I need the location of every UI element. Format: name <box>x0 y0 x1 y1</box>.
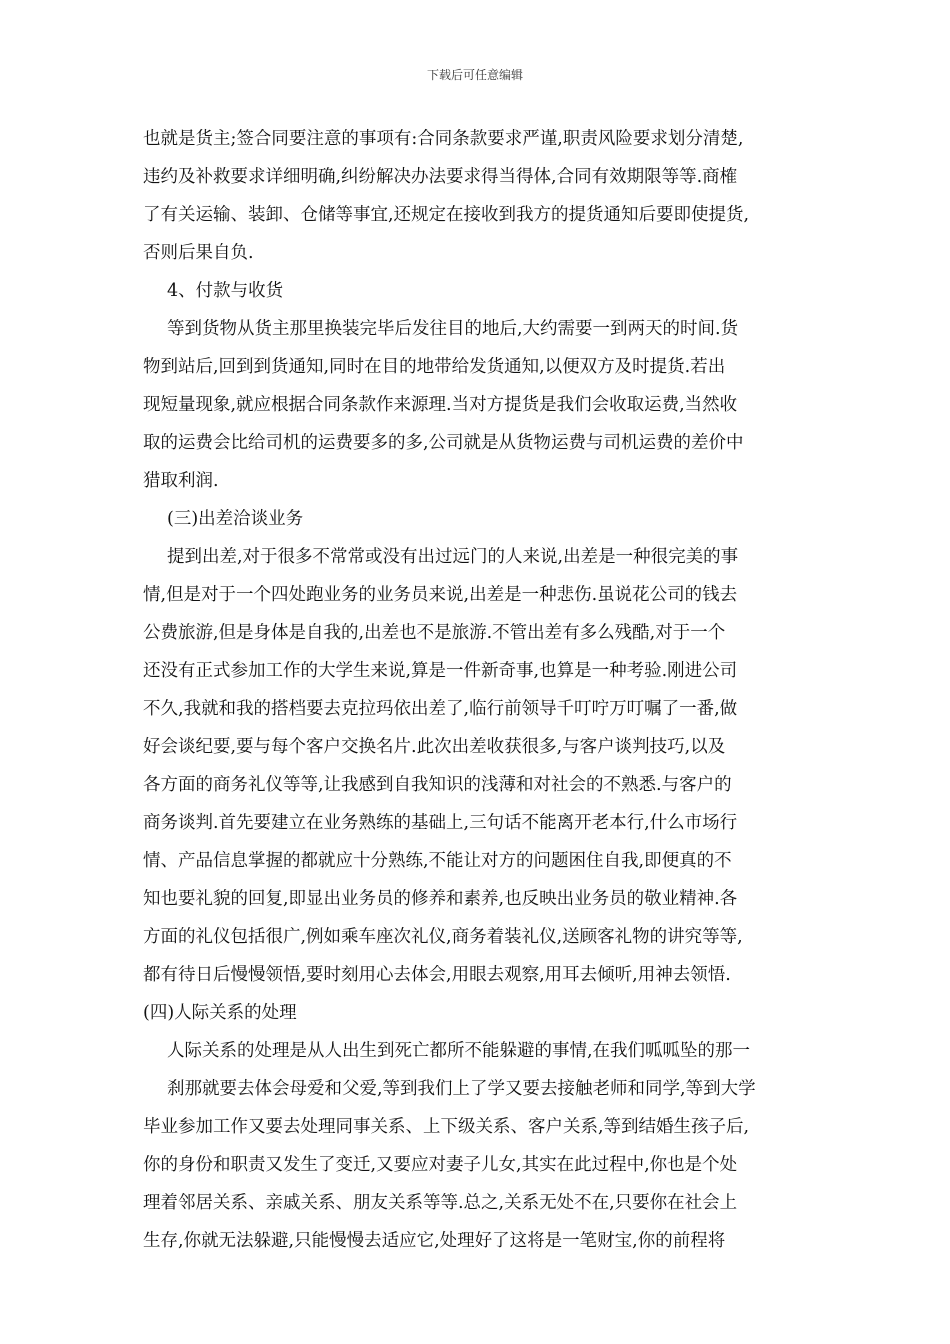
text-line: 违约及补救要求详细明确,纠纷解决办法要求得当得体,合同有效期限等等.商榷 <box>143 167 738 187</box>
text-line: 商务谈判.首先要建立在业务熟练的基础上,三句话不能离开老本行,什么市场行 <box>143 813 738 833</box>
text-line: 现短量现象,就应根据合同条款作来源理.当对方提货是我们会收取运费,当然收 <box>143 395 738 415</box>
text-line <box>143 1298 827 1336</box>
text-line: 公费旅游,但是身体是自我的,出差也不是旅游.不管出差有多么残酷,对于一个 <box>143 623 726 643</box>
text-line: 知也要礼貌的回复,即显出业务员的修养和素养,也反映出业务员的敬业精神.各 <box>143 889 738 909</box>
text-line: 也就是货主;签合同要注意的事项有:合同条款要求严谨,职责风险要求划分清楚, <box>143 129 744 149</box>
text-line: 提到出差,对于很多不常常或没有出过远门的人来说,出差是一种很完美的事 <box>167 547 739 567</box>
text-line: 了有关运输、装卸、仓储等事宜,还规定在接收到我方的提货通知后要即使提货, <box>143 205 750 225</box>
text-line: 猎取利润. <box>143 471 219 491</box>
text-line: 毕业参加工作又要去处理同事关系、上下级关系、客户关系,等到结婚生孩子后, <box>143 1117 750 1137</box>
page-header: 下载后可任意编辑 <box>426 68 523 82</box>
text-line: 好会谈纪要,要与每个客户交换名片.此次出差收获很多,与客户谈判技巧,以及 <box>143 737 726 757</box>
text-line: 都有待日后慢慢领悟,要时刻用心去体会,用眼去观察,用耳去倾听,用神去领悟. <box>143 965 731 985</box>
text-line: 刹那就要去体会母爱和父爱,等到我们上了学又要去接触老师和同学,等到大学 <box>167 1079 756 1099</box>
text-line: 等到货物从货主那里换装完毕后发往目的地后,大约需要一到两天的时间.货 <box>167 319 739 339</box>
text-line: 物到站后,回到到货通知,同时在目的地带给发货通知,以便双方及时提货.若出 <box>143 357 726 377</box>
text-line: 方面的礼仪包括很广,例如乘车座次礼仪,商务着装礼仪,送顾客礼物的讲究等等, <box>143 927 743 947</box>
text-line: (四)人际关系的处理 <box>143 1003 297 1023</box>
text-line <box>143 1260 827 1298</box>
text-line: 不久,我就和我的搭档要去克拉玛依出差了,临行前领导千叮咛万叮嘱了一番,做 <box>143 699 738 719</box>
document-body <box>143 120 827 1336</box>
section-heading: (三)出差洽谈业务 <box>167 509 304 529</box>
text-line: 情,但是对于一个四处跑业务的业务员来说,出差是一种悲伤.虽说花公司的钱去 <box>143 585 738 605</box>
text-line: 否则后果自负. <box>143 243 254 263</box>
section-heading: 4、付款与收货 <box>167 281 284 301</box>
text-line: 还没有正式参加工作的大学生来说,算是一件新奇事,也算是一种考验.刚进公司 <box>143 661 738 681</box>
text-line: 你的身份和职责又发生了变迁,又要应对妻子儿女,其实在此过程中,你也是个处 <box>143 1155 738 1175</box>
text-line: 生存,你就无法躲避,只能慢慢去适应它,处理好了这将是一笔财宝,你的前程将 <box>143 1231 726 1251</box>
text-line: 情、产品信息掌握的都就应十分熟练,不能让对方的问题困住自我,即便真的不 <box>143 851 732 871</box>
text-line: 理着邻居关系、亲戚关系、朋友关系等等.总之,关系无处不在,只要你在社会上 <box>143 1193 738 1213</box>
text-line: 各方面的商务礼仪等等,让我感到自我知识的浅薄和对社会的不熟悉.与客户的 <box>143 775 732 795</box>
text-line: 取的运费会比给司机的运费要多的多,公司就是从货物运费与司机运费的差价中 <box>143 433 744 453</box>
section-heading: 人际关系的处理是从人出生到死亡都所不能躲避的事情,在我们呱呱坠的那一 <box>167 1041 751 1061</box>
